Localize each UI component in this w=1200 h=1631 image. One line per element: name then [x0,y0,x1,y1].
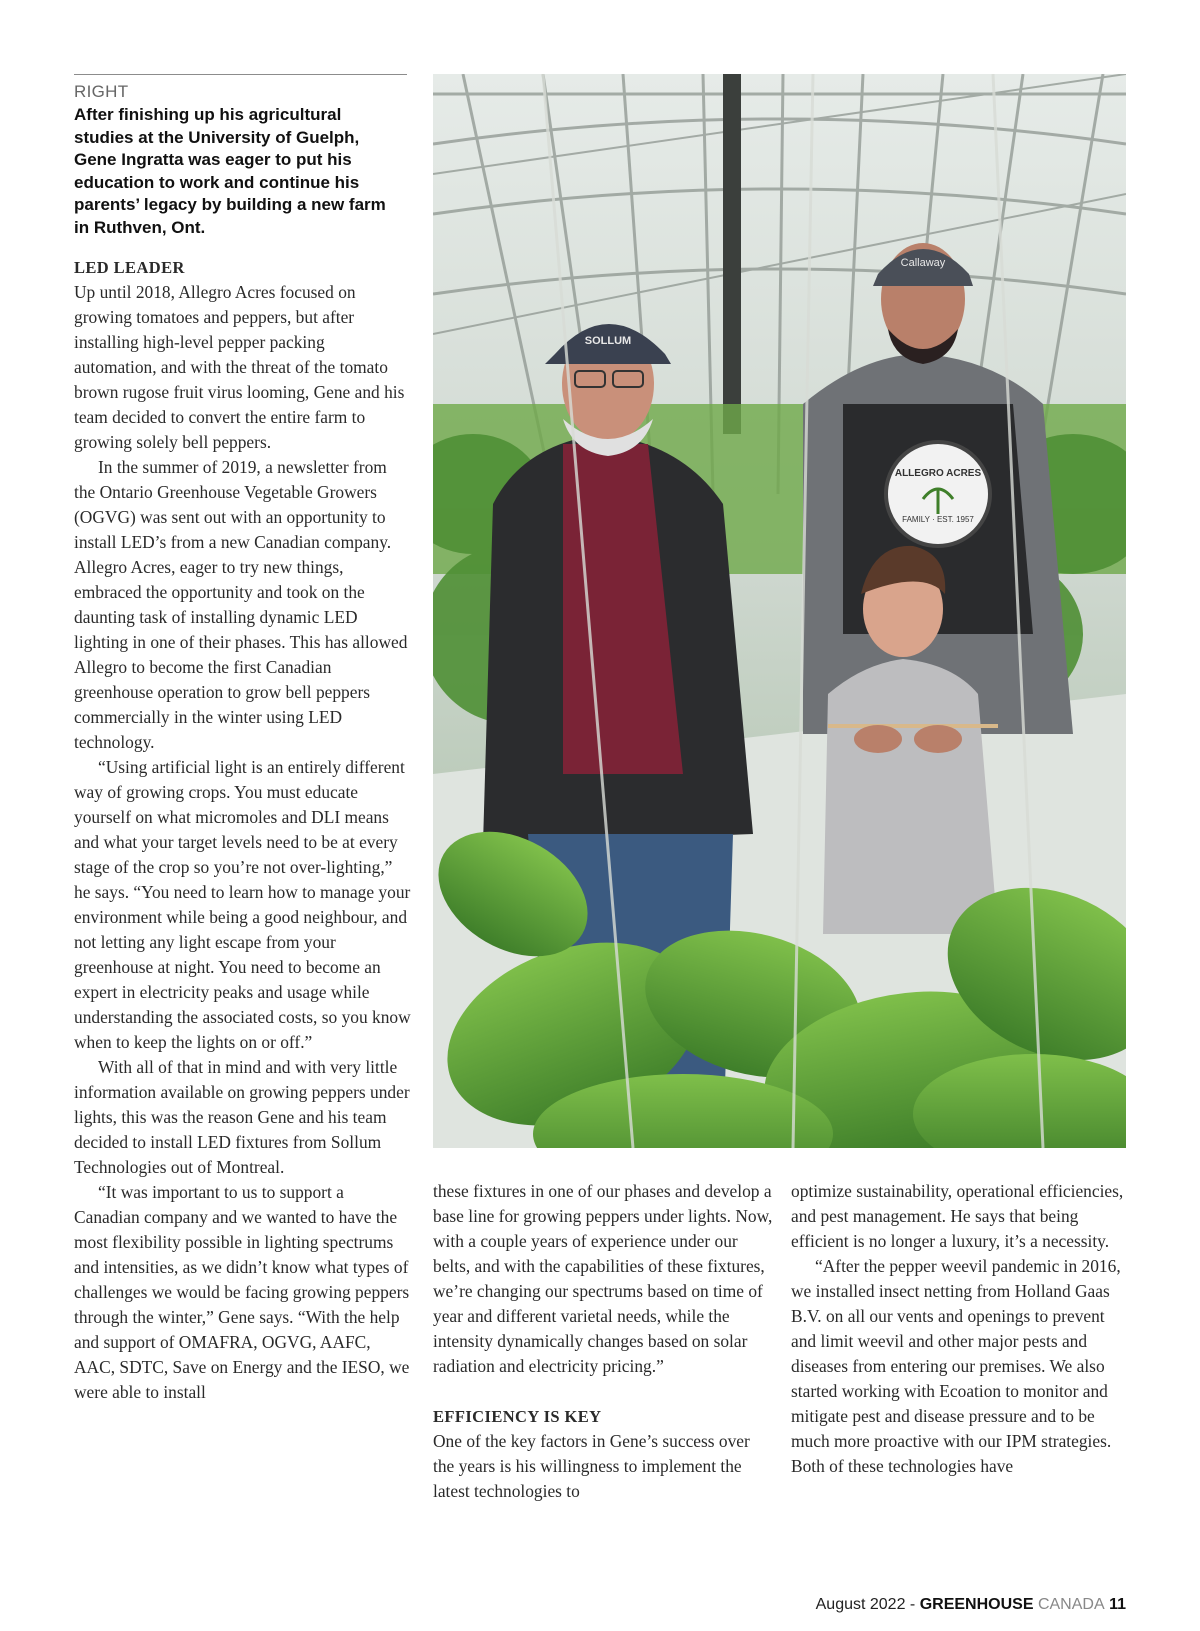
paragraph: In the summer of 2019, a newsletter from the Ontario Greenhouse Vegetable Growers (OGVG) was sent out with an opportunity to install LED’s from a new Canadian company. Allegro Acres, eager to try new things, embraced the opportunity and took on the daunting task of installing dynamic LED lighting in one of their phases. This has allowed Allegro to become the first Canadian greenhouse operation to grow bell peppers commercially in the winter using LED technology. [74,457,408,752]
greenhouse-photo [433,74,1126,1148]
page-number: 11 [1109,1596,1126,1613]
svg-text:ALLEGRO ACRES: ALLEGRO ACRES [894,468,982,479]
paragraph: Up until 2018, Allegro Acres focused on growing tomatoes and peppers, but after installing high-level pepper packing automation, and with the threat of the tomato brown rugose fruit virus looming, Gene and his team decided to convert the entire farm to growing solely bell peppers. [74,282,405,452]
article-column-middle [433,1179,773,1504]
footer-date: August 2022 - [815,1596,920,1613]
article-column-right [791,1179,1127,1479]
paragraph: “It was important to us to support a Canadian company and we wanted to have the most flexibility possible in lighting spectrums and intensities, as we didn’t know what types of challenges we would be facing growing peppers through the winter,” Gene says. “With the help and support of OMAFRA, OGVG, AAFC, AAC, SDTC, Save on Energy and the IESO, we were able to install [74,1182,410,1402]
paragraph: “Using artificial light is an entirely different way of growing crops. You must educate yourself on what micromoles and DLI means and what your target levels need to be at every stage of the crop so you’re not over-lighting,” he says. “You need to learn how to manage your environment while being a good neighbour, and not letting any light escape from your greenhouse at night. You need to become an expert in electricity peaks and usage while understanding the associated costs, so you know when to keep the lights on or off.” [74,757,411,1052]
cap-text-right: Callaway [900,257,946,269]
paragraph: these fixtures in one of our phases and develop a base line for growing peppers under lights. Now, with a couple years of experience under our belts, and with the capabilities of these fixtures, we’re changing our spectrums based on time of year and different varietal needs, while the intensity dynamically changes based on solar radiation and electricity pricing.” [433,1181,773,1376]
paragraph: One of the key factors in Gene’s success over the years is his willingness to implement the latest technologies to [433,1431,750,1501]
cap-text-left: SOLLUM [584,335,632,347]
paragraph: optimize sustainability, operational efficiencies, and pest management. He says that being efficient is no longer a luxury, it’s a necessity. [791,1181,1124,1251]
photo-illustration [433,74,1126,1148]
photo-caption: After finishing up his agricultural studies at the University of Guelph, Gene Ingratta was eager to put his education to work and continue his parents’ legacy by building a new farm in Ruthven, Ont. [74,105,386,237]
section-heading-efficiency: EFFICIENCY IS KEY [433,1407,602,1426]
paragraph: “After the pepper weevil pandemic in 2016, we installed insect netting from Holland Gaas B.V. on all our vents and openings to prevent and limit weevil and other major pests and diseases from entering our premises. We also started working with Ecoation to monitor and mitigate pest and disease pressure and to be much more proactive with our IPM strategies. Both of these technologies have [791,1256,1121,1476]
footer-brand-suffix: CANADA [1033,1596,1105,1613]
caption-rule [74,74,407,75]
section-heading-led-leader: LED LEADER [74,258,185,277]
caption-label: RIGHT [74,82,129,101]
article-column-left [74,255,411,1405]
footer-brand: GREENHOUSE [919,1596,1034,1613]
svg-text:FAMILY · EST. 1957: FAMILY · EST. 1957 [902,515,974,524]
page-footer [780,1596,1126,1614]
paragraph: With all of that in mind and with very little information available on growing peppers under lights, this was the reason Gene and his team decided to install LED fixtures from Sollum Technologies out of Montreal. [74,1057,410,1177]
